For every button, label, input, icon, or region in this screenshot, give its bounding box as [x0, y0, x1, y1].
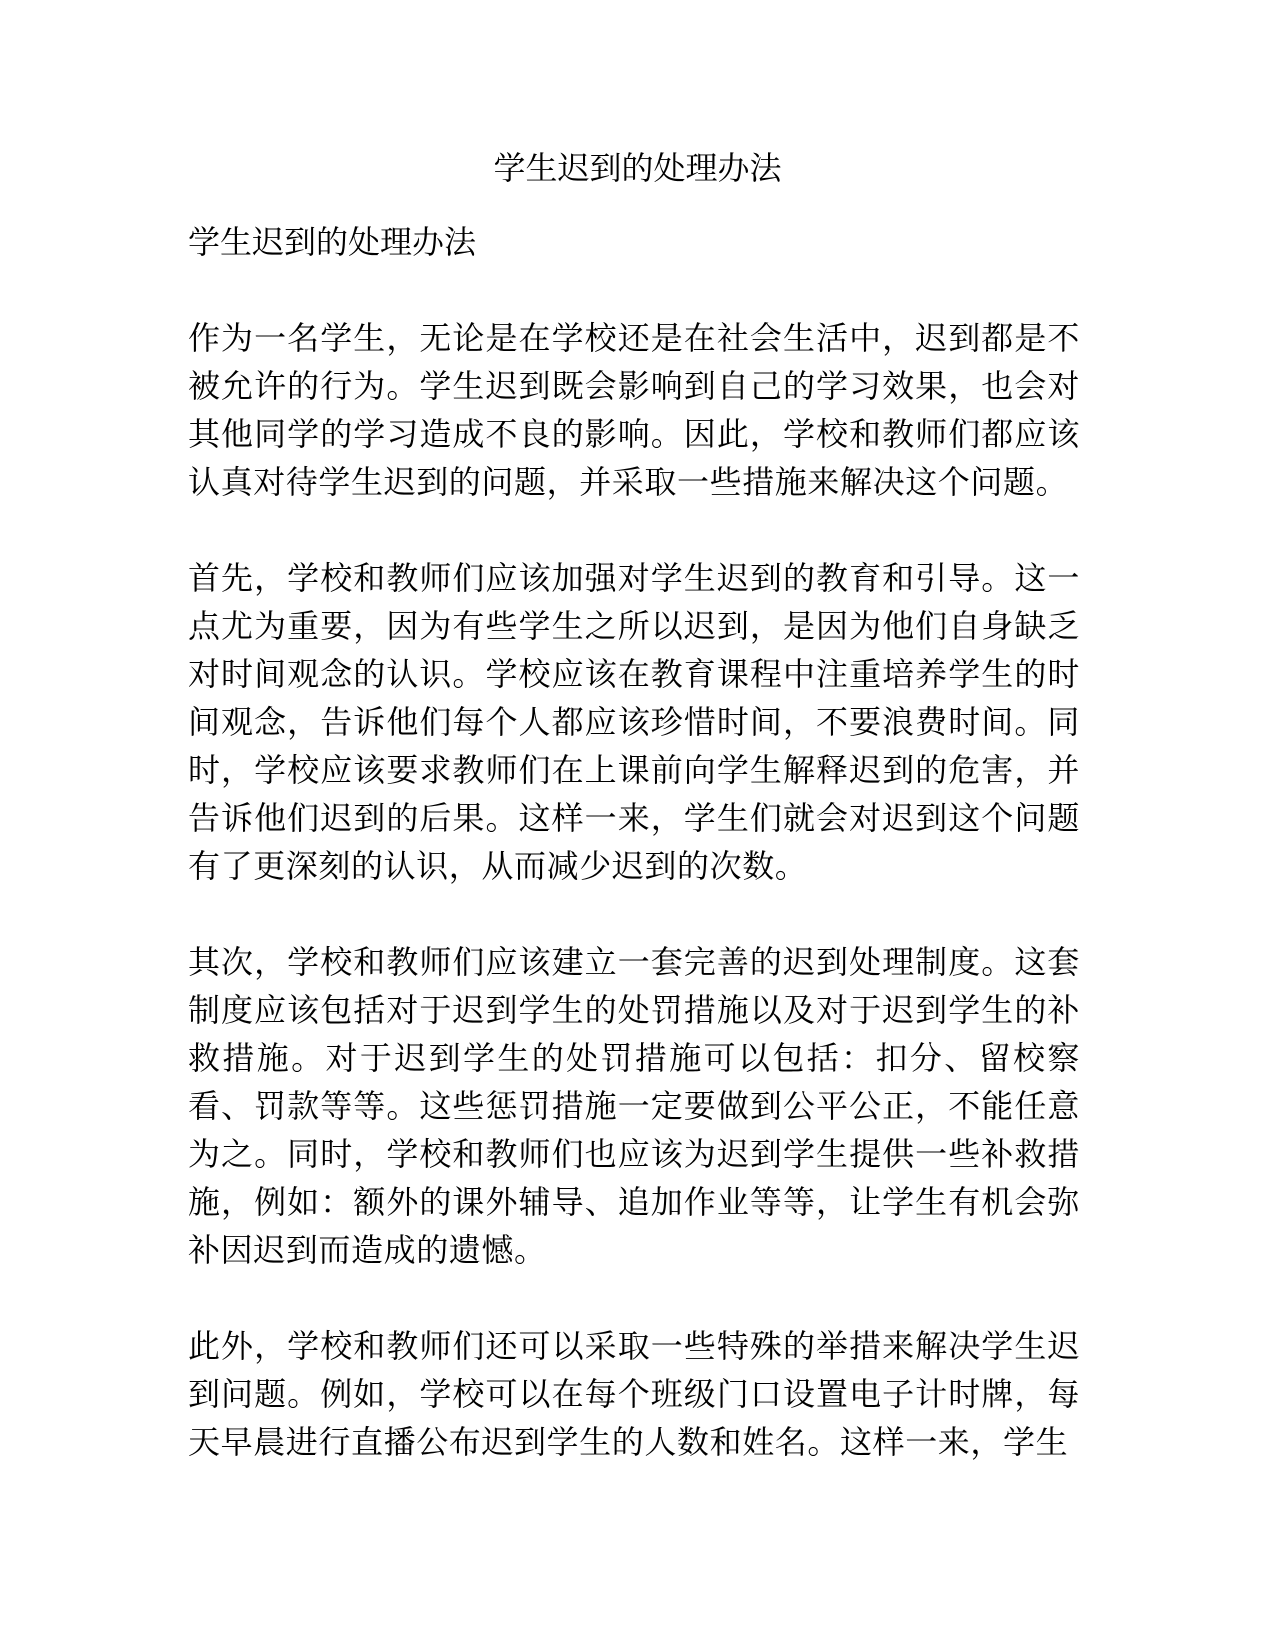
paragraph-intro: 作为一名学生，无论是在学校还是在社会生活中，迟到都是不被允许的行为。学生迟到既会影响到自己的学习效果，也会对其他同学的学习造成不良的影响。因此，学校和教师们都应该认真对待学生迟到的问题，并采取一些措施来解决这个问题。	[188, 319, 1080, 501]
document-body	[188, 218, 1080, 1466]
paragraph-third: 此外，学校和教师们还可以采取一些特殊的举措来解决学生迟到问题。例如，学校可以在每个班级门口设置电子计时牌，每天早晨进行直播公布迟到学生的人数和姓名。这样一来，学生	[188, 1327, 1080, 1461]
document-subtitle: 学生迟到的处理办法	[188, 223, 477, 261]
paragraph-first: 首先，学校和教师们应该加强对学生迟到的教育和引导。这一点尤为重要，因为有些学生之所以迟到，是因为他们自身缺乏对时间观念的认识。学校应该在教育课程中注重培养学生的时间观念，告诉他们每个人都应该珍惜时间，不要浪费时间。同时，学校应该要求教师们在上课前向学生解释迟到的危害，并告诉他们迟到的后果。这样一来，学生们就会对迟到这个问题有了更深刻的认识，从而减少迟到的次数。	[188, 559, 1080, 885]
document-title: 学生迟到的处理办法	[493, 149, 782, 187]
paragraph-second: 其次，学校和教师们应该建立一套完善的迟到处理制度。这套制度应该包括对于迟到学生的处罚措施以及对于迟到学生的补救措施。对于迟到学生的处罚措施可以包括：扣分、留校察看、罚款等等。这些惩罚措施一定要做到公平公正，不能任意为之。同时，学校和教师们也应该为迟到学生提供一些补救措施，例如：额外的课外辅导、追加作业等等，让学生有机会弥补因迟到而造成的遗憾。	[188, 943, 1080, 1269]
